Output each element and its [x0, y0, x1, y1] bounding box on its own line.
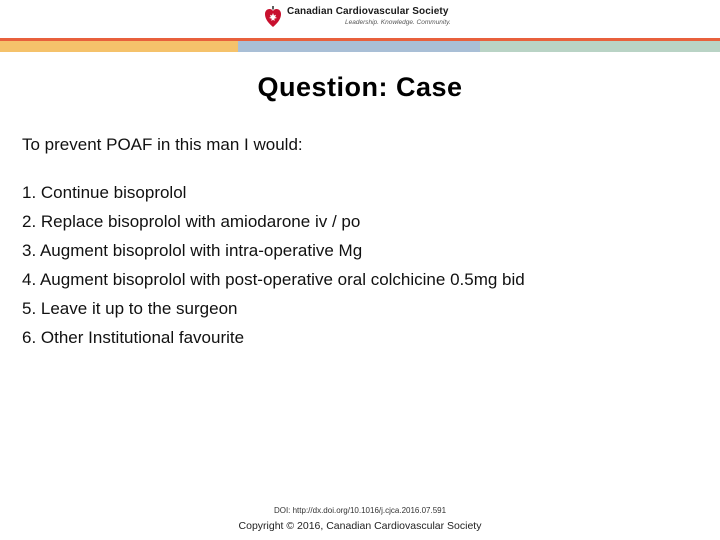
answer-option: 1. Continue bisoprolol: [22, 183, 187, 202]
org-logo: [264, 6, 451, 28]
answer-option: 2. Replace bisoprolol with amiodarone iv / po: [22, 212, 361, 231]
copyright-notice: Copyright © 2016, Canadian Cardiovascular Society: [238, 520, 482, 532]
stripe-accent-line: [0, 38, 720, 41]
slide-header: [0, 0, 720, 40]
answer-options-list: [22, 178, 525, 352]
answer-option: 4. Augment bisoprolol with post-operative oral colchicine 0.5mg bid: [22, 270, 525, 289]
org-name: Canadian Cardiovascular Society: [287, 6, 449, 17]
org-tagline: Leadership. Knowledge. Community.: [345, 19, 451, 26]
answer-option: 5. Leave it up to the surgeon: [22, 299, 238, 318]
doi-link[interactable]: DOI: http://dx.doi.org/10.1016/j.cjca.2016.07.591: [273, 506, 447, 515]
slide-title: Question: Case: [257, 72, 463, 102]
answer-option: 6. Other Institutional favourite: [22, 328, 245, 347]
answer-option: 3. Augment bisoprolol with intra-operative Mg: [22, 241, 363, 260]
heart-maple-leaf-icon: [264, 6, 282, 28]
question-text: To prevent POAF in this man I would:: [22, 135, 303, 154]
